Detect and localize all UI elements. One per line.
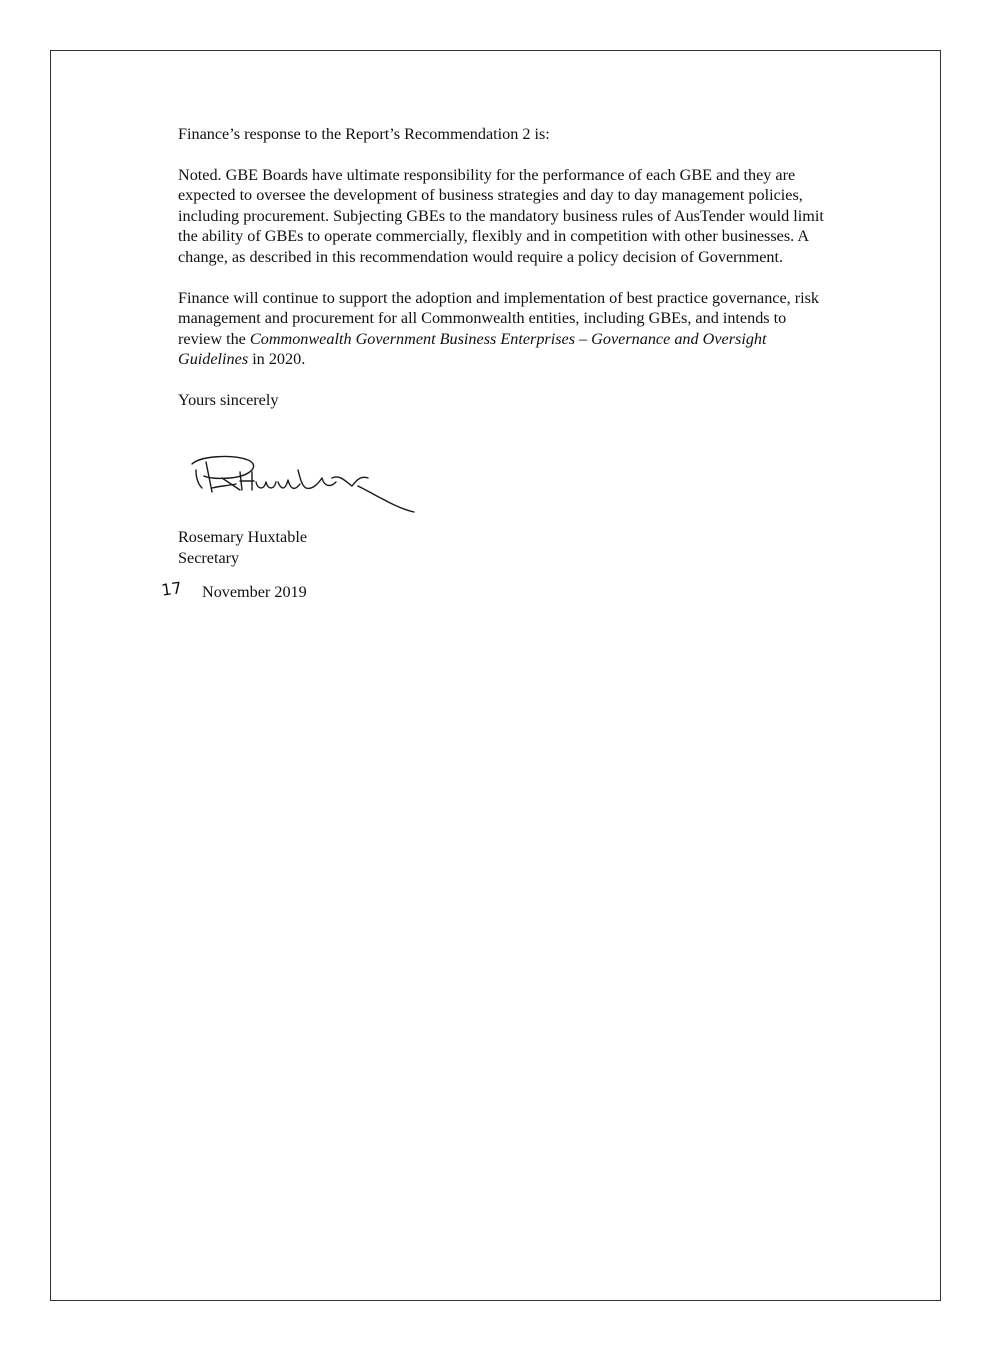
letter-body (178, 124, 828, 411)
signatory-name: Rosemary Huxtable (178, 528, 308, 546)
signatory-title: Secretary (178, 548, 240, 567)
support-paragraph-end: in 2020. (248, 350, 306, 369)
date-month-year: November 2019 (202, 583, 307, 601)
handwritten-day: 17 (160, 578, 184, 600)
support-paragraph (178, 288, 828, 370)
letter-date (160, 578, 307, 603)
response-paragraph: Noted. GBE Boards have ultimate responsibility for the performance of each GBE and they are expected to oversee the development of business strategies and day to day management policies, including procurement. Subjecting GBEs to the mandatory business rules of AusTender would limit the ability of GBEs to operate commercially, flexibly and in competition with other businesses. A change, as described in this recommendation would require a policy decision of Government. (178, 165, 824, 266)
handwritten-signature (182, 448, 422, 528)
support-paragraph-start: Finance will continue to support the adoption and implementation of best practice governance, risk management and procurement for all Commonwealth entities, including GBEs, and intends to review the (178, 288, 820, 348)
guidelines-title: Commonwealth Government Business Enterprises – Governance and Oversight Guidelines (178, 329, 767, 369)
intro-paragraph: Finance’s response to the Report’s Recommendation 2 is: (178, 125, 550, 143)
signatory-block (178, 527, 307, 568)
closing-salutation: Yours sincerely (178, 390, 279, 409)
